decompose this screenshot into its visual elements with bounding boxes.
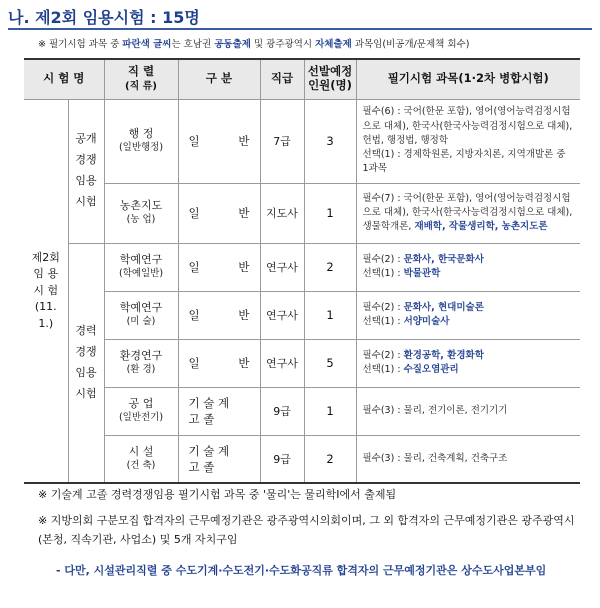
job-name: 환경연구 [119,349,163,363]
category-cell [178,387,260,435]
header-job-sub: (직 류) [125,81,157,93]
category-b: 반 [238,134,250,148]
job-name: 농촌지도 [119,199,163,213]
intro-suffix: 과목임(비공개/문제책 회수) [351,39,470,50]
job-sub: (건 축) [126,459,156,471]
category-a: 일 [188,356,200,370]
subject-blue: 박물관학 [403,268,441,279]
grade-cell: 9급 [260,435,304,483]
subject-text: 필수(7) : 국어(한문 포함), 영어(영어능력검정시험으로 대체), 한국사(한국사능력검정시험으로 대체), 생물학개론, [362,192,573,233]
category-cell [178,99,260,183]
subject-line: 선택(1) : 경제학원론, 지방자치론, 지역개발론 중 1과목 [362,149,566,175]
grade-cell: 7급 [260,99,304,183]
grade-cell: 9급 [260,387,304,435]
group-career-2: 경쟁 [75,344,97,358]
intro-own: 자체출제 [315,39,352,50]
exam-name-line2: 임 용 [33,267,59,280]
group-open-4: 시험 [75,194,97,208]
exam-table [24,58,580,484]
subject-blue: 수질오염관리 [403,364,459,375]
category-a: 기 술 계 [188,396,230,410]
grade-cell: 지도사 [260,183,304,243]
footnote-physics: ※ 기술계 고졸 경력경쟁임용 필기시험 과목 중 '물리'는 물리학Ⅰ에서 출제됨 [38,488,397,501]
category-line [179,411,260,427]
job-cell [104,339,178,387]
table-row [24,339,580,387]
category-b: 반 [238,308,250,322]
job-cell [104,291,178,339]
category-cell [178,291,260,339]
subject-blue: 서양미술사 [403,316,450,327]
exam-name-cell [24,99,68,483]
subject-line: 필수(3) : 물리, 전기이론, 전기기기 [362,404,508,416]
job-name: 학예연구 [119,301,163,315]
category-b: 반 [238,260,250,274]
subject-line: 필수(3) : 물리, 건축계획, 건축구조 [362,452,508,464]
subject-line [363,301,575,315]
count-cell: 5 [304,339,356,387]
table-row [24,99,580,183]
group-career-3: 임용 [75,365,97,379]
category-b: 고 졸 [188,412,215,426]
intro-highlight: 파란색 글씨 [122,39,172,50]
subject-line: 필수(6) : 국어(한문 포함), 영어(영어능력검정시험으로 대체), 한국사(한국사능력검정시험으로 대체), 헌법, 행정법, 행정학 [362,106,573,146]
table-row [24,243,580,291]
category-cell [178,183,260,243]
job-sub: (일반전기) [118,412,164,424]
job-name: 학예연구 [119,253,163,267]
subject-blue: 재배학, 작물생리학, 농촌지도론 [414,221,548,233]
exam-name-line1: 제2회 [31,250,60,264]
category-cell [178,243,260,291]
header-job-main: 직 렬 [127,64,155,79]
category-line [179,395,260,411]
header-category: 구 분 [178,59,260,99]
category-b: 고 졸 [188,459,215,474]
category-line [179,459,260,475]
count-cell: 1 [304,183,356,243]
grade-cell: 연구사 [260,339,304,387]
header-count [304,59,356,99]
header-grade: 직급 [260,59,304,99]
job-sub: (환 경) [126,364,156,376]
subject-text: 필수(2) : [362,301,404,313]
category-b: 반 [238,206,250,220]
group-career-1: 경력 [75,323,97,337]
category-a: 일 [188,206,200,220]
job-sub: (미 술) [126,316,156,328]
page-title: 나. 제2회 임용시험 : 15명 [8,8,200,27]
exam-name-line3: 시 험 [33,283,59,297]
subject-text: 선택(1) : [362,316,404,327]
category-a: 기 술 계 [188,443,230,458]
subject-text: 필수(2) : [362,349,404,361]
job-sub: (학예일반) [118,268,164,280]
intro-common: 공동출제 [214,39,251,50]
subject-line [363,253,575,267]
subject-text: 필수(2) : [362,253,404,265]
intro-mid1: 는 호남권 [171,39,215,50]
subject-blue: 문화사, 현대미술론 [403,301,484,313]
table-row [24,291,580,339]
table-row [24,435,580,483]
subject-line [363,192,575,235]
count-cell: 2 [304,435,356,483]
subjects-cell [356,291,580,339]
subject-line [363,267,575,281]
group-open-1: 공개 [75,132,97,146]
subjects-cell [356,339,580,387]
group-open-cell [68,99,104,243]
job-cell [104,99,178,183]
category-a: 일 [188,308,200,322]
header-subjects: 필기시험 과목(1·2차 병합시험) [356,59,580,99]
grade-cell: 연구사 [260,291,304,339]
group-open-3: 임용 [75,174,97,187]
subjects-cell [356,387,580,435]
subject-line [363,349,575,363]
exam-name-line4: (11. 1.) [34,300,57,330]
table-row [24,183,580,243]
job-cell [104,387,178,435]
grade-cell: 연구사 [260,243,304,291]
header-exam-name: 시 험 명 [24,59,104,99]
job-name: 공 업 [128,397,154,411]
header-job [104,59,178,99]
footnote-workplace: ※ 지방의회 구분모집 합격자의 근무예정기관은 광주광역시의회이며, 그 외 합격자의 근무예정기관은 광주광역시(본청, 직속기관, 사업소) 및 5개 자치구임 [38,514,575,547]
subject-line [363,315,575,329]
intro-note [38,36,469,50]
category-line [179,443,260,459]
count-cell: 2 [304,243,356,291]
group-open-2: 경쟁 [75,153,97,167]
category-a: 일 [188,260,200,274]
subject-line [363,363,575,377]
job-name: 행 정 [128,127,154,141]
subjects-cell [356,435,580,483]
subjects-cell [356,99,580,183]
job-cell [104,435,178,483]
header-count-line1: 선발예정 [307,64,353,79]
group-career-4: 시험 [75,386,97,400]
subjects-cell [356,243,580,291]
count-cell: 1 [304,291,356,339]
intro-prefix: ※ 필기시험 과목 중 [38,39,123,50]
intro-mid2: 및 광주광역시 [250,39,316,50]
category-cell [178,339,260,387]
table-row [24,387,580,435]
subject-blue: 문화사, 한국문화사 [403,253,484,265]
subject-blue: 환경공학, 환경화학 [403,349,484,361]
subject-text: 선택(1) : [362,268,404,279]
footnote-water-supply: - 다만, 시설관리직렬 중 수도기계·수도전기·수도화공직류 합격자의 근무예정기관은 상수도사업본부임 [56,564,547,577]
title-bar [8,4,592,30]
category-a: 일 [188,134,200,148]
count-cell: 1 [304,387,356,435]
job-name: 시 설 [128,444,154,458]
job-cell [104,243,178,291]
group-career-cell [68,243,104,483]
count-cell: 3 [304,99,356,183]
job-sub: (농 업) [126,214,156,226]
category-cell [178,435,260,483]
subject-text: 선택(1) : [362,364,404,375]
header-count-line2: 인원(명) [308,78,352,93]
job-cell [104,183,178,243]
subjects-cell [356,183,580,243]
job-sub: (일반행정) [118,142,164,154]
category-b: 반 [238,356,250,370]
